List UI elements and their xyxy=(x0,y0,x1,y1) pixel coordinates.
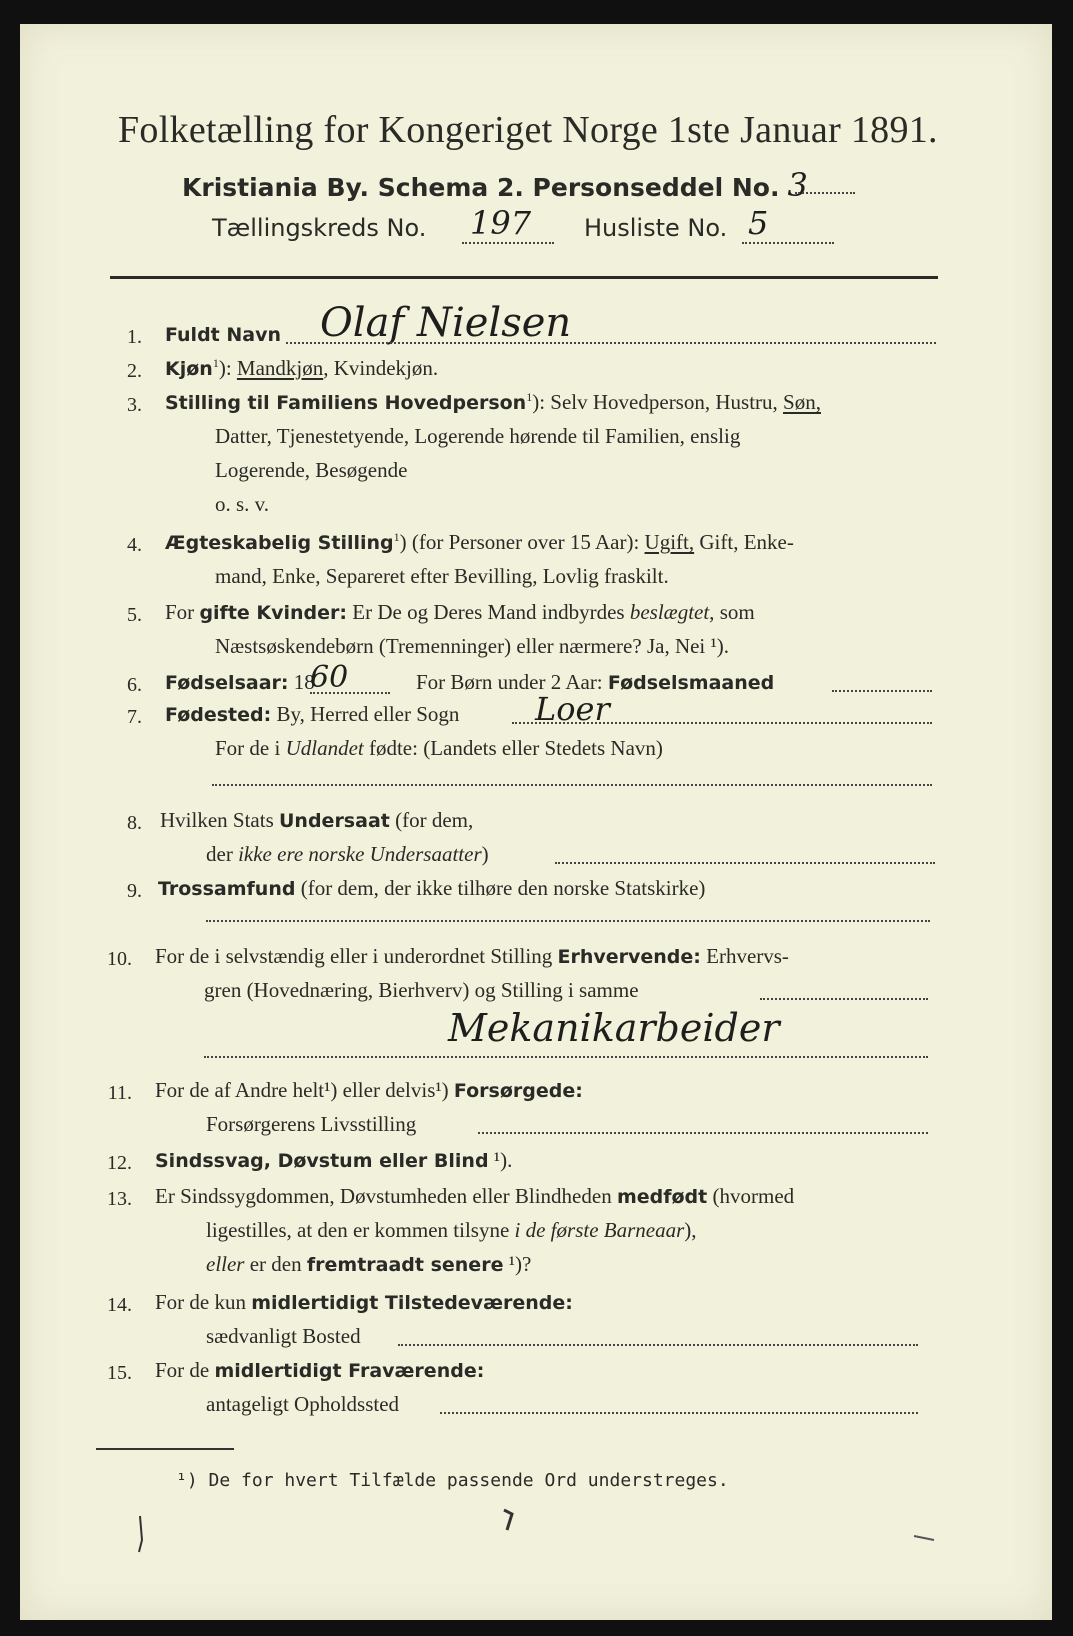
q3-number: 3. xyxy=(127,394,142,416)
q13-line2-b: ), xyxy=(684,1218,697,1242)
q5-number: 5. xyxy=(127,604,142,626)
q7-label: Fødested: xyxy=(165,704,272,726)
husliste-number: 5 xyxy=(748,204,769,242)
q5-italic: beslægtet, xyxy=(629,600,715,624)
q1-name-value: Olaf Nielsen xyxy=(320,300,572,346)
q14-number: 14. xyxy=(107,1294,132,1316)
ink-mark-left xyxy=(139,1516,142,1552)
q3-line4: o. s. v. xyxy=(215,492,270,516)
q2-text: ): xyxy=(218,356,237,380)
q4-label: Ægteskabelig Stilling xyxy=(165,532,394,554)
q10-occupation-value: Mekanikarbeider xyxy=(448,1006,780,1050)
q3-option-son: Søn, xyxy=(783,390,821,414)
q11-number: 11. xyxy=(107,1082,132,1104)
q13-line3-b: ¹)? xyxy=(503,1252,532,1276)
q10-bold: Erhvervende: xyxy=(557,946,701,968)
q6-prefix: 18 xyxy=(288,670,315,694)
q5-line2: Næstsøskendebørn (Tremenninger) eller nærmere? Ja, Nei ¹). xyxy=(215,634,730,658)
ink-mark-center xyxy=(504,1510,512,1530)
q8-bold: Undersaat xyxy=(279,810,390,832)
q13-text-b: (hvormed xyxy=(707,1184,795,1208)
taellingskreds-number: 197 xyxy=(470,204,532,242)
q11-text-a: For de af Andre helt¹) eller delvis¹) xyxy=(155,1078,454,1102)
q2-label: Kjøn xyxy=(165,358,213,380)
q7-number: 7. xyxy=(127,706,142,728)
q8-line2-italic: ikke ere norske Undersaatter xyxy=(238,842,482,866)
q6-label: Fødselsaar: xyxy=(165,672,289,694)
q6-text-b: For Børn under 2 Aar: xyxy=(416,670,608,694)
q4-footnote-mark: 1 xyxy=(393,530,400,544)
ink-mark-right xyxy=(914,1536,934,1540)
q5-text-b: Er De og Deres Mand indbyrdes xyxy=(347,600,630,624)
q3-line3: Logerende, Besøgende xyxy=(215,458,408,482)
q8-line2-a: der xyxy=(206,842,239,866)
q7-text: By, Herred eller Sogn xyxy=(271,702,460,726)
q2-number: 2. xyxy=(127,360,142,382)
q14-text-a: For de kun xyxy=(155,1290,252,1314)
q12-number: 12. xyxy=(107,1152,132,1174)
q2-option-mandkjon: Mandkjøn xyxy=(236,356,324,380)
q9-text: (for dem, der ikke tilhøre den norske Statskirke) xyxy=(295,876,706,900)
q14-bold: midlertidigt Tilstedeværende: xyxy=(251,1292,573,1314)
personseddel-number: 3 xyxy=(787,166,808,204)
q3-text: ): Selv Hovedperson, Hustru, xyxy=(532,390,784,414)
q13-line3-bold: fremtraadt senere xyxy=(306,1254,504,1276)
q10-number: 10. xyxy=(107,948,132,970)
q6-bold2: Fødselsmaaned xyxy=(607,672,775,694)
q4-number: 4. xyxy=(127,534,142,556)
q13-line3-italic: eller xyxy=(206,1252,245,1276)
q15-line2: antageligt Opholdssted xyxy=(206,1392,400,1416)
q13-line2-italic: i de første Barneaar xyxy=(514,1218,685,1242)
q12-text: ¹). xyxy=(488,1148,513,1172)
taellingskreds-label: Tællingskreds No. xyxy=(212,214,427,242)
q5-bold: gifte Kvinder: xyxy=(199,602,348,624)
q2-footnote-mark: 1 xyxy=(212,356,219,370)
q10-text-b: Erhvervs- xyxy=(700,944,789,968)
q11-bold: Forsørgede: xyxy=(453,1080,583,1102)
q6-number: 6. xyxy=(127,674,142,696)
q3-label: Stilling til Familiens Hovedperson xyxy=(165,392,527,414)
husliste-label: Husliste No. xyxy=(584,214,728,242)
footnote: ¹) De for hvert Tilfælde passende Ord understreges. xyxy=(176,1470,729,1491)
q2-option-kvindekjon: , Kvindekjøn. xyxy=(323,356,439,380)
q10-text-a: For de i selvstændig eller i underordnet Stilling xyxy=(155,944,558,968)
q13-text-a: Er Sindssygdommen, Døvstumheden eller Blindheden xyxy=(155,1184,617,1208)
q3-line2: Datter, Tjenestetyende, Logerende hørende til Familien, enslig xyxy=(215,424,741,448)
q4-text-b: Gift, Enke- xyxy=(694,530,794,554)
q13-line2-a: ligestilles, at den er kommen tilsyne xyxy=(206,1218,515,1242)
q7-line2-b: fødte: (Landets eller Stedets Navn) xyxy=(363,736,663,760)
q9-bold: Trossamfund xyxy=(158,878,296,900)
q9-number: 9. xyxy=(127,880,142,902)
q4-text: ) (for Personer over 15 Aar): xyxy=(399,530,645,554)
q4-line2: mand, Enke, Separeret efter Bevilling, Lovlig fraskilt. xyxy=(215,564,669,588)
q7-line2-a: For de i xyxy=(215,736,286,760)
q8-number: 8. xyxy=(127,812,142,834)
q4-option-ugift: Ugift, xyxy=(644,530,695,554)
q8-text-a: Hvilken Stats xyxy=(160,808,279,832)
q8-line2-b: ) xyxy=(481,842,489,866)
q11-line2: Forsørgerens Livsstilling xyxy=(206,1112,417,1136)
q5-text-c: som xyxy=(714,600,755,624)
q1-label: Fuldt Navn xyxy=(165,324,282,346)
q13-line3-a: er den xyxy=(244,1252,307,1276)
q12-bold: Sindssvag, Døvstum eller Blind xyxy=(155,1150,489,1172)
q8-text-b: (for dem, xyxy=(389,808,474,832)
q15-bold: midlertidigt Fraværende: xyxy=(214,1360,485,1382)
q13-number: 13. xyxy=(107,1188,132,1210)
q13-bold: medfødt xyxy=(616,1186,708,1208)
q1-number: 1. xyxy=(127,326,142,348)
q6-year-value: 60 xyxy=(310,660,349,695)
q15-text-a: For de xyxy=(155,1358,215,1382)
q15-number: 15. xyxy=(107,1362,132,1384)
q14-line2: sædvanligt Bosted xyxy=(206,1324,361,1348)
schema-line-label: Kristiania By. Schema 2. Personseddel No. xyxy=(182,173,780,202)
q5-text-a: For xyxy=(165,600,200,624)
q7-birthplace-value: Loer xyxy=(535,690,610,728)
q3-footnote-mark: 1 xyxy=(526,390,533,404)
form-title: Folketælling for Kongeriget Norge 1ste Januar 1891. xyxy=(118,109,938,151)
q10-line2: gren (Hovednæring, Bierhverv) og Stilling i samme xyxy=(204,978,639,1002)
q7-line2-italic: Udlandet xyxy=(285,736,364,760)
